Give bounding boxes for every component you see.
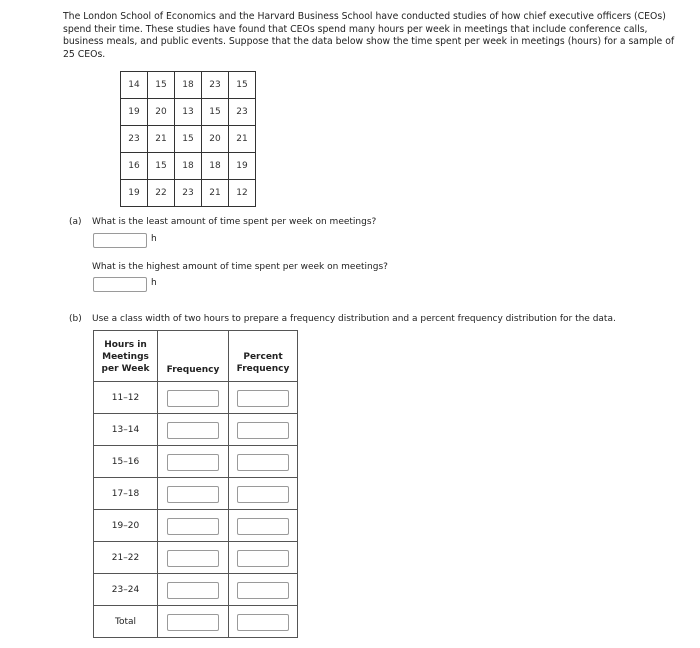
highest-time-input[interactable] [93,277,147,292]
frequency-input[interactable] [167,390,219,407]
percent-frequency-input[interactable] [237,390,289,407]
part-a-question-least: What is the least amount of time spent per week on meetings? [92,217,377,227]
frequency-input[interactable] [167,550,219,567]
data-cell: 15 [229,72,256,99]
least-time-unit: h [151,234,157,244]
class-label: 11–12 [94,382,158,414]
data-cell: 18 [175,153,202,180]
frequency-input[interactable] [167,486,219,503]
table-row [94,414,298,446]
data-cell: 19 [121,180,148,207]
frequency-input[interactable] [167,454,219,471]
data-cell: 16 [121,153,148,180]
problem-intro: The London School of Economics and the Harvard Business School have conducted studies of how chief executive officers (CEOs) spend their time. These studies have found that CEOs spend many hours per week in meetings that include conference calls, business meals, and public events. Suppose that the data below show the time spent per week in meetings (hours) for a sample of 25 CEOs. [63,11,675,60]
class-label: 13–14 [94,414,158,446]
part-a-label: (a) [69,217,82,227]
frequency-input[interactable] [167,582,219,599]
data-cell: 22 [148,180,175,207]
data-cell: 20 [148,99,175,126]
percent-frequency-input[interactable] [237,582,289,599]
frequency-input[interactable] [167,422,219,439]
percent-frequency-column-header: Percent Frequency [229,331,298,382]
data-cell: 14 [121,72,148,99]
table-row [94,510,298,542]
data-cell: 13 [175,99,202,126]
table-row [94,542,298,574]
frequency-input[interactable] [167,518,219,535]
part-b-question: Use a class width of two hours to prepare a frequency distribution and a percent frequency distribution for the data. [92,314,616,324]
highest-time-unit: h [151,278,157,288]
table-row [121,180,256,207]
part-b-label: (b) [69,314,82,324]
data-cell: 23 [175,180,202,207]
data-cell: 23 [202,72,229,99]
percent-frequency-input[interactable] [237,550,289,567]
table-header-row [94,331,298,382]
frequency-distribution-table [93,330,298,638]
percent-frequency-input[interactable] [237,518,289,535]
data-cell: 23 [121,126,148,153]
table-row [94,606,298,638]
data-cell: 12 [229,180,256,207]
class-label: 17–18 [94,478,158,510]
data-cell: 21 [229,126,256,153]
total-frequency-input[interactable] [167,614,219,631]
frequency-column-header: Frequency [158,331,229,382]
data-cell: 18 [175,72,202,99]
data-cell: 15 [148,153,175,180]
data-cell: 21 [202,180,229,207]
class-label: 23–24 [94,574,158,606]
ceo-hours-table [120,71,256,207]
total-label: Total [94,606,158,638]
table-row [94,478,298,510]
percent-frequency-input[interactable] [237,486,289,503]
data-cell: 23 [229,99,256,126]
least-time-input[interactable] [93,233,147,248]
percent-frequency-input[interactable] [237,422,289,439]
data-cell: 21 [148,126,175,153]
data-cell: 20 [202,126,229,153]
total-percent-frequency-input[interactable] [237,614,289,631]
table-row [121,126,256,153]
table-row [121,99,256,126]
percent-frequency-input[interactable] [237,454,289,471]
table-row [94,574,298,606]
data-cell: 15 [202,99,229,126]
part-a-question-highest: What is the highest amount of time spent per week on meetings? [92,262,388,272]
data-cell: 15 [175,126,202,153]
data-cell: 15 [148,72,175,99]
table-row [94,382,298,414]
data-cell: 18 [202,153,229,180]
class-label: 15–16 [94,446,158,478]
data-cell: 19 [229,153,256,180]
table-row [121,153,256,180]
class-label: 21–22 [94,542,158,574]
data-cell: 19 [121,99,148,126]
class-label: 19–20 [94,510,158,542]
table-row [121,72,256,99]
hours-column-header: Hours in Meetings per Week [94,331,158,382]
table-row [94,446,298,478]
